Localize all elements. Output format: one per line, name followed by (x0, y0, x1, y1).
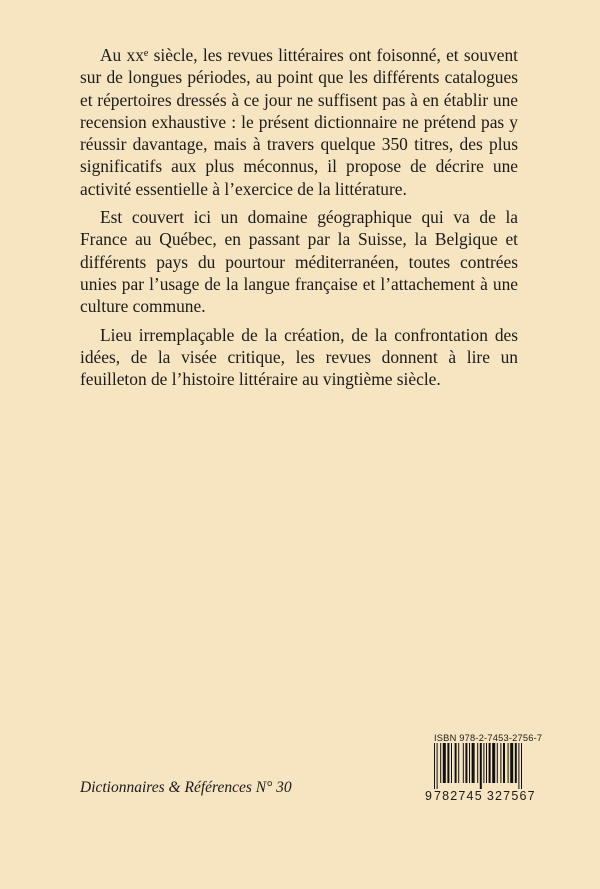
barcode-bar (508, 743, 509, 783)
series-title: Dictionnaires & Références N° 30 (80, 779, 292, 796)
paragraph-2: Est couvert ici un domaine géographique qui va de la France au Québec, en passant par la Suisse, la Belgique et différents pays du pourtour méditerranéen, toutes contrées unies par l’usage de la langue française et l’attachement à une culture commune. (80, 207, 518, 317)
paragraph-3: Lieu irremplaçable de la création, de la confrontation des idées, de la visée critique, les revues donnent à lire un feuilleton de l’histoire littéraire au vingtième siècle. (80, 324, 518, 390)
barcode-bar (497, 743, 498, 783)
barcode-bar (477, 743, 478, 783)
barcode-bar (521, 743, 522, 789)
barcode-digits (425, 789, 536, 803)
barcode-bar (503, 743, 505, 783)
barcode-bar (486, 743, 487, 783)
barcode-bar (518, 743, 519, 789)
barcode-bar (489, 743, 491, 783)
isbn-barcode (425, 733, 543, 803)
barcode-bar (510, 743, 513, 783)
barcode-bar (434, 743, 435, 789)
barcode-bar (515, 743, 517, 783)
barcode-left-group: 782745 (433, 789, 483, 803)
barcode-bar (500, 743, 501, 783)
paragraph-1: Au xxᵉ siècle, les revues littéraires ont foisonné, et souvent sur de longues périodes, au point que les différents catalogues et répertoires dressés à ce jour ne suffisent pas à en établir une recension exhaustive : le présent dictionnaire ne prétend pas y réussir davantage, mais à travers quelque 350 titres, des plus significatifs aux plus méconnus, il propose de décrire une activité essentielle à l’exercice de la littérature. (80, 45, 518, 199)
barcode-right-group: 327567 (486, 789, 536, 803)
barcode-bar (480, 743, 482, 789)
barcode-bars (425, 743, 525, 789)
isbn-label: ISBN 978-2-7453-2756-7 (434, 733, 543, 743)
barcode-bar (465, 743, 467, 783)
barcode-bar (455, 743, 457, 783)
barcode-bar (458, 743, 459, 783)
description-text (80, 44, 518, 396)
barcode-bar (443, 743, 446, 783)
barcode-first-digit: 9 (425, 789, 432, 803)
barcode-bar (469, 743, 470, 783)
barcode-bar (447, 743, 449, 783)
barcode-bar (451, 743, 452, 783)
barcode-bar (463, 743, 464, 783)
barcode-bar (472, 743, 475, 783)
barcode-bar (440, 743, 441, 783)
barcode-bar (492, 743, 495, 783)
barcode-bar (483, 743, 484, 783)
barcode-bar (437, 743, 438, 789)
